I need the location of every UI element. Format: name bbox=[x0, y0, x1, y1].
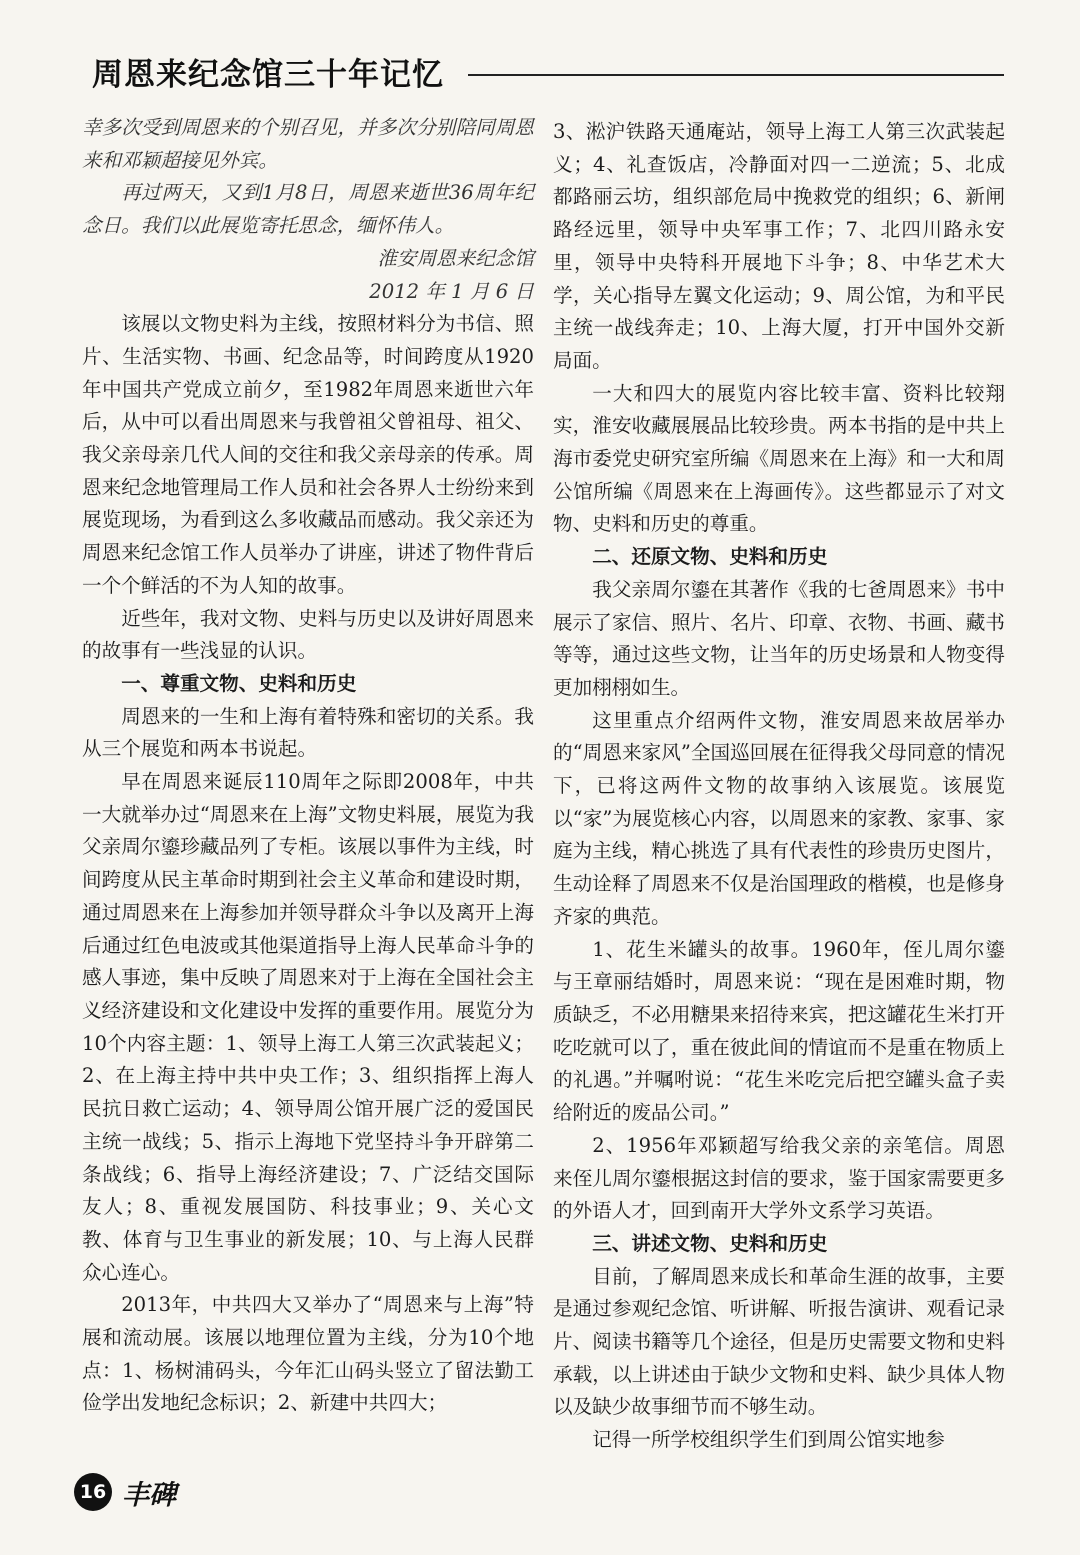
section-heading: 一、尊重文物、史料和历史 bbox=[121, 671, 357, 695]
body-paragraph: 记得一所学校组织学生们到周公馆实地参 bbox=[592, 1428, 945, 1452]
magazine-logo: 丰碑 bbox=[122, 1479, 176, 1511]
body-paragraph: 该展以文物史料为主线，按照材料分为书信、照片、生活实物、书画、纪念品等，时间跨度从1920年中国共产党成立前夕，至1982年周恩来逝世六年后，从中可以看出周恩来与我曾祖父曾祖母、祖父、我父亲母亲几代人间的交往和我父亲母亲的传承。周恩来纪念地管理局工作人员和社会各界人士纷纷来到展览现场，为看到这么多收藏品而感动。我父亲还为周恩来纪念馆工作人员举办了讲座，讲述了物件背后一个个鲜活的不为人知的故事。 bbox=[82, 312, 534, 597]
section-heading: 三、讲述文物、史料和历史 bbox=[592, 1231, 828, 1255]
body-paragraph: 早在周恩来诞辰110周年之际即2008年，中共一大就举办过“周恩来在上海”文物史料展，展览为我父亲周尔鎏珍藏品列了专柜。该展以事件为主线，时间跨度从民主革命时期到社会主义革命和建设时期，通过周恩来在上海参加并领导群众斗争以及离开上海后通过红色电波或其他渠道指导上海人民革命斗争的感人事迹，集中反映了周恩来对于上海在全国社会主义经济建设和文化建设中发挥的重要作用。展览分为10个内容主题：1、领导上海工人第三次武装起义；2、在上海主持中共中央工作；3、组织指挥上海人民抗日救亡运动；4、领导周公馆开展广泛的爱国民主统一战线；5、指示上海地下党坚持斗争开辟第二条战线；6、指导上海经济建设；7、广泛结交国际友人；8、重视发展国防、科技事业；9、关心文教、体育与卫生事业的新发展；10、与上海人民群众心连心。 bbox=[82, 770, 534, 1284]
signature-org: 淮安周恩来纪念馆 bbox=[377, 246, 534, 270]
page-number-badge: 16 bbox=[74, 1473, 112, 1511]
letter-paragraph: 再过两天，又到1月8日，周恩来逝世36周年纪念日。我们以此展览寄托思念，缅怀伟人。 bbox=[82, 181, 534, 238]
signature-date: 2012 年 1 月 6 日 bbox=[369, 279, 534, 303]
body-paragraph: 近些年，我对文物、史料与历史以及讲好周恩来的故事有一些浅显的认识。 bbox=[82, 606, 534, 663]
left-column bbox=[82, 112, 534, 1420]
body-paragraph: 一大和四大的展览内容比较丰富、资料比较翔实，淮安收藏展展品比较珍贵。两本书指的是中共上海市委党史研究室所编《周恩来在上海》和一大和周公馆所编《周恩来在上海画传》。这些都显示了对文物、史料和历史的尊重。 bbox=[553, 381, 1005, 536]
body-paragraph: 我父亲周尔鎏在其著作《我的七爸周恩来》书中展示了家信、照片、名片、印章、衣物、书画、藏书等等，通过这些文物，让当年的历史场景和人物变得更加栩栩如生。 bbox=[553, 577, 1005, 699]
body-paragraph: 3、淞沪铁路天通庵站，领导上海工人第三次武装起义；4、礼查饭店，冷静面对四一二逆流；5、北成都路丽云坊，组织部危局中挽救党的组织；6、新闸路经远里，领导中央军事工作；7、北四川路永安里，领导中央特科开展地下斗争；8、中华艺术大学，关心指导左翼文化运动；9、周公馆，为和平民主统一战线奔走；10、上海大厦，打开中国外交新局面。 bbox=[553, 120, 1005, 372]
page-header bbox=[92, 46, 1004, 96]
section-heading: 二、还原文物、史料和历史 bbox=[592, 545, 828, 569]
letter-paragraph: 幸多次受到周恩来的个别召见，并多次分别陪同周恩来和邓颖超接见外宾。 bbox=[82, 116, 534, 172]
right-column bbox=[553, 116, 1005, 1457]
header-rule bbox=[468, 74, 1004, 76]
body-paragraph: 2013年，中共四大又举办了“周恩来与上海”特展和流动展。该展以地理位置为主线，分为10个地点：1、杨树浦码头，今年汇山码头竖立了留法勤工俭学出发地纪念标识；2、新建中共四大； bbox=[82, 1293, 534, 1415]
body-paragraph: 1、花生米罐头的故事。1960年，侄儿周尔鎏与王章丽结婚时，周恩来说：“现在是困难时期，物质缺乏，不必用糖果来招待来宾，把这罐花生米打开吃吃就可以了，重在彼此间的情谊而不是重在物质上的礼遇。”并嘱咐说：“花生米吃完后把空罐头盒子卖给附近的废品公司。” bbox=[553, 937, 1005, 1125]
section-title: 周恩来纪念馆三十年记忆 bbox=[92, 56, 444, 93]
body-paragraph: 目前，了解周恩来成长和革命生涯的故事，主要是通过参观纪念馆、听讲解、听报告演讲、观看记录片、阅读书籍等几个途径，但是历史需要文物和史料承载，以上讲述由于缺少文物和史料、缺少具体人物以及缺少故事细节而不够生动。 bbox=[553, 1264, 1005, 1419]
body-paragraph: 2、1956年邓颖超写给我父亲的亲笔信。周恩来侄儿周尔鎏根据这封信的要求，鉴于国家需要更多的外语人才，回到南开大学外文系学习英语。 bbox=[553, 1133, 1005, 1223]
page-footer bbox=[74, 1470, 176, 1514]
body-paragraph: 这里重点介绍两件文物，淮安周恩来故居举办的“周恩来家风”全国巡回展在征得我父母同意的情况下，已将这两件文物的故事纳入该展览。该展览以“家”为展览核心内容，以周恩来的家教、家事、家庭为主线，精心挑选了具有代表性的珍贵历史图片，生动诠释了周恩来不仅是治国理政的楷模，也是修身齐家的典范。 bbox=[553, 708, 1005, 928]
body-paragraph: 周恩来的一生和上海有着特殊和密切的关系。我从三个展览和两本书说起。 bbox=[82, 704, 534, 761]
